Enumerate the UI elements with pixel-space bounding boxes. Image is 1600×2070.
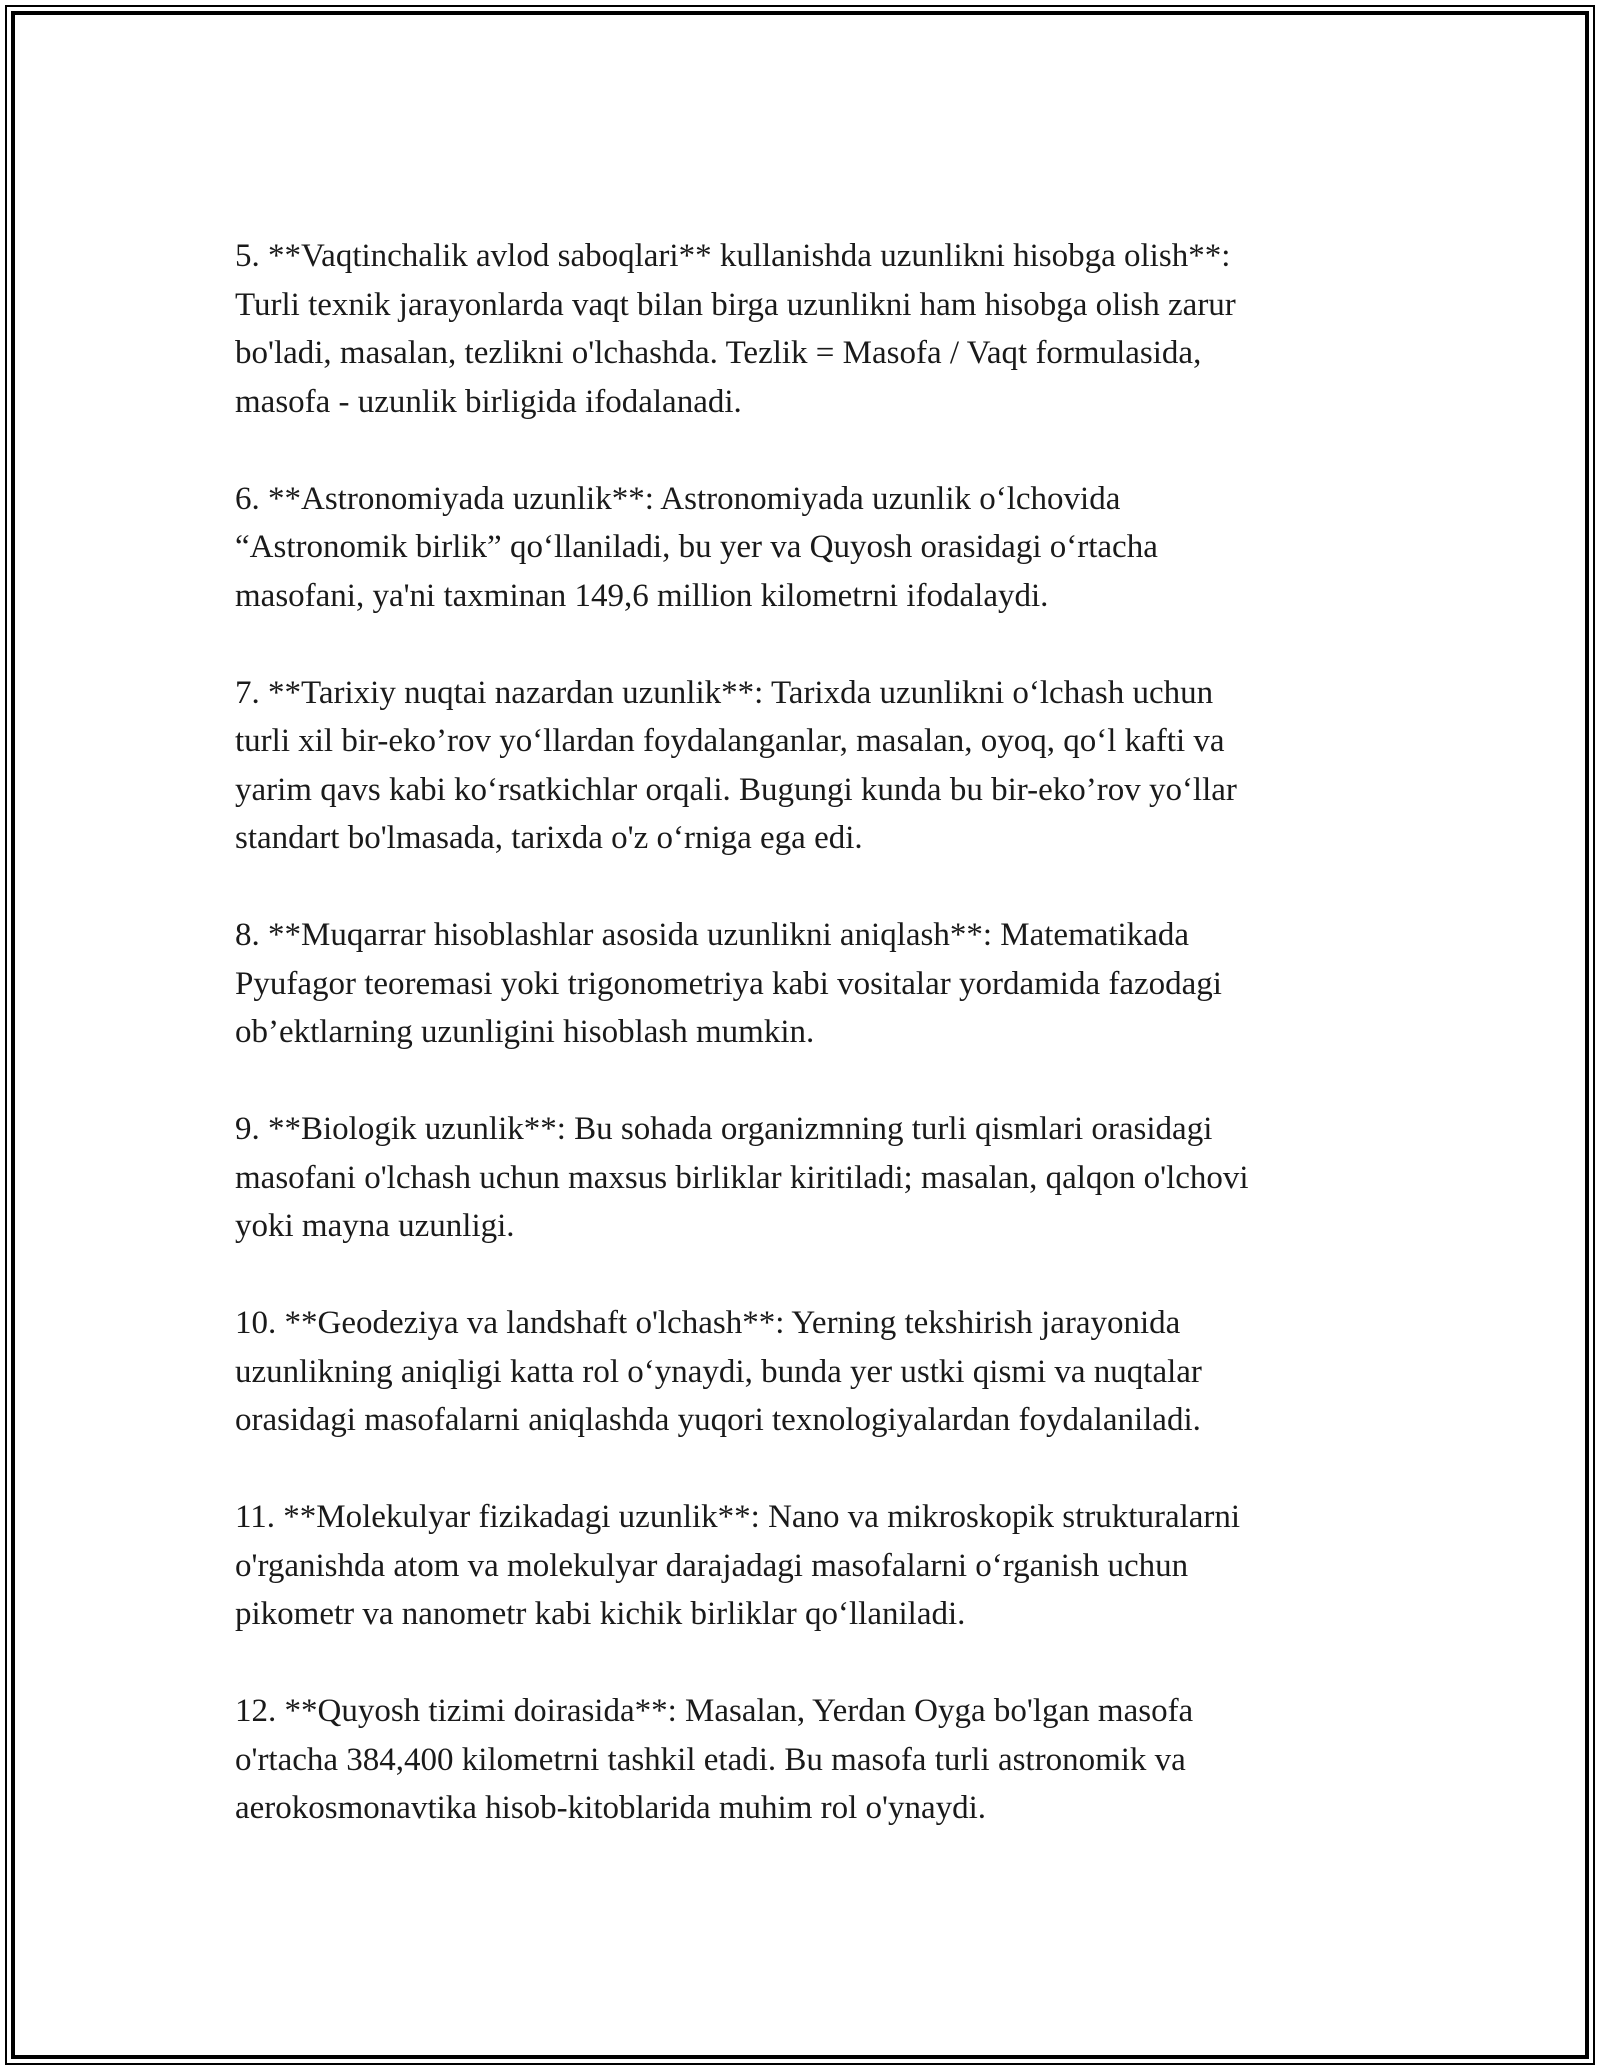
paragraph-item-7: [235, 669, 1375, 863]
text-line: yoki mayna uzunligi.: [235, 1208, 515, 1244]
text-line: 6. **Astronomiyada uzunlik**: Astronomiyada uzunlik o‘lchovida: [235, 480, 1121, 517]
text-line: ob’ektlarning uzunligini hisoblash mumkin.: [235, 1014, 815, 1050]
text-line: orasidagi masofalarni aniqlashda yuqori texnologiyalardan foydalaniladi.: [235, 1402, 1201, 1438]
text-line: turli xil bir-eko’rov yo‘llardan foydalanganlar, masalan, oyoq, qo‘l kafti va: [235, 723, 1225, 759]
text-line: pikometr va nanometr kabi kichik birliklar qo‘llaniladi.: [235, 1596, 966, 1632]
document-body: [235, 232, 1375, 1881]
text-line: Turli texnik jarayonlarda vaqt bilan birga uzunlikni ham hisobga olish zarur: [235, 286, 1236, 323]
text-line: Pyufagor teoremasi yoki trigonometriya kabi vositalar yordamida fazodagi: [235, 965, 1222, 1002]
paragraph-item-11: [235, 1493, 1375, 1639]
text-line: 5. **Vaqtinchalik avlod saboqlari** kullanishda uzunlikni hisobga olish**:: [235, 238, 1231, 274]
paragraph-item-9: [235, 1105, 1375, 1251]
text-line: 12. **Quyosh tizimi doirasida**: Masalan, Yerdan Oyga bo'lgan masofa: [235, 1693, 1194, 1729]
text-line: 10. **Geodeziya va landshaft o'lchash**: Yerning tekshirish jarayonida: [235, 1305, 1181, 1341]
text-line: uzunlikning aniqligi katta rol o‘ynaydi, bunda yer ustki qismi va nuqtalar: [235, 1353, 1202, 1390]
paragraph-item-8: [235, 911, 1375, 1057]
text-line: 7. **Tarixiy nuqtai nazardan uzunlik**: Tarixda uzunlikni o‘lchash uchun: [235, 674, 1214, 711]
text-line: standart bo'lmasada, tarixda o'z o‘rniga ega edi.: [235, 820, 863, 856]
text-line: “Astronomik birlik” qo‘llaniladi, bu yer va Quyosh orasidagi o‘rtacha: [235, 529, 1158, 565]
text-line: yarim qavs kabi ko‘rsatkichlar orqali. Bugungi kunda bu bir-eko’rov yo‘llar: [235, 771, 1237, 808]
text-line: masofani o'lchash uchun maxsus birliklar kiritiladi; masalan, qalqon o'lchovi: [235, 1159, 1249, 1196]
text-line: aerokosmonavtika hisob-kitoblarida muhim rol o'ynaydi.: [235, 1790, 987, 1826]
text-line: o'rganishda atom va molekulyar darajadagi masofalarni o‘rganish uchun: [235, 1547, 1189, 1584]
text-line: 8. **Muqarrar hisoblashlar asosida uzunlikni aniqlash**: Matematikada: [235, 917, 1190, 953]
text-line: 9. **Biologik uzunlik**: Bu sohada organizmning turli qismlari orasidagi: [235, 1111, 1213, 1147]
text-line: 11. **Molekulyar fizikadagi uzunlik**: Nano va mikroskopik strukturalarni: [235, 1499, 1241, 1535]
paragraph-item-5: [235, 232, 1375, 426]
paragraph-item-12: [235, 1687, 1375, 1833]
text-line: o'rtacha 384,400 kilometrni tashkil etadi. Bu masofa turli astronomik va: [235, 1741, 1186, 1778]
text-line: bo'ladi, masalan, tezlikni o'lchashda. Tezlik = Masofa / Vaqt formulasida,: [235, 335, 1202, 371]
paragraph-item-10: [235, 1299, 1375, 1445]
text-line: masofani, ya'ni taxminan 149,6 million kilometrni ifodalaydi.: [235, 577, 1049, 614]
text-line: masofa - uzunlik birligida ifodalanadi.: [235, 383, 742, 420]
paragraph-item-6: [235, 475, 1375, 621]
